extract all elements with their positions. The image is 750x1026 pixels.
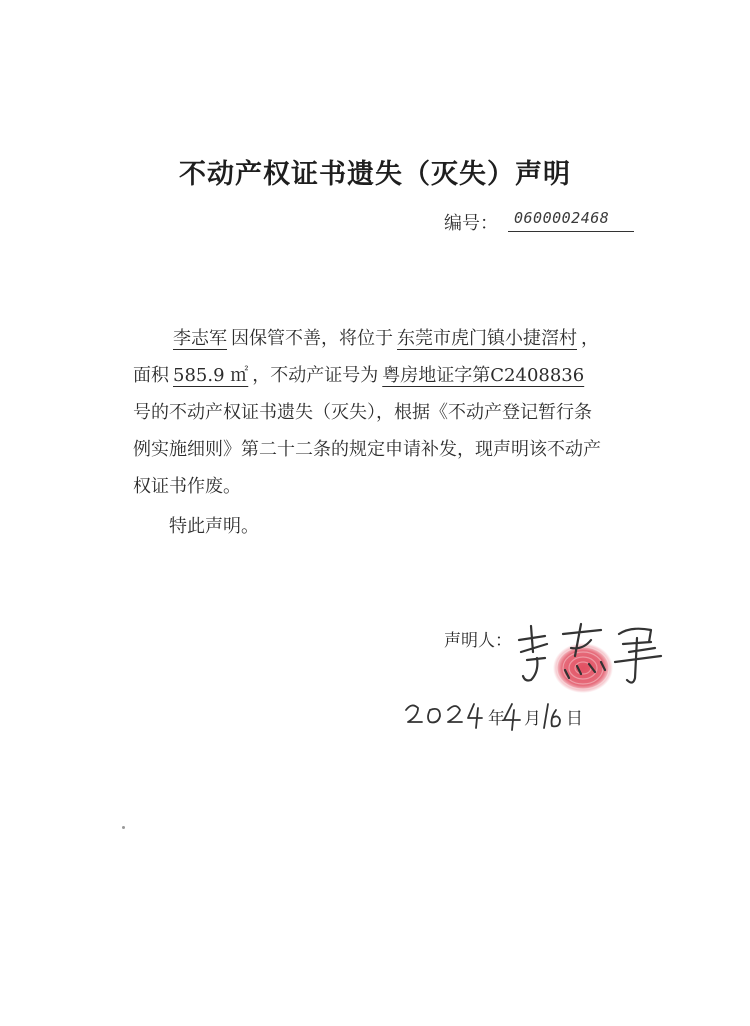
statement-line-2 [133,357,653,394]
statement-line-4: 例实施细则》第二十二条的规定申请补发，现声明该不动产 [133,439,601,460]
statement-text-2: ， [581,328,599,349]
scan-speck [122,826,125,829]
signature-with-fingerprint [505,600,675,700]
statement-line-1 [133,320,653,357]
number-underline [508,231,634,232]
property-address: 东莞市虎门镇小捷滘村 [397,328,577,349]
statement-line-5: 权证书作废。 [133,476,241,497]
closing-text: 特此声明。 [169,516,259,537]
certificate-number: 粤房地证字第C2408836 [382,365,585,386]
page-title: 不动产权证书遗失（灭失）声明 [179,159,571,190]
declarant-name: 李志军 [173,328,227,349]
statement-text-3: 面积 [133,365,169,386]
number-label: 编号： [444,213,498,234]
handwritten-day [544,704,560,728]
number-value: 0600002468 [514,209,610,227]
property-area: 585.9 ㎡ [173,365,249,386]
handwritten-year [406,704,482,728]
statement-body [133,320,653,505]
year-unit: 年 [488,709,505,729]
statement-text-1: 因保管不善，将位于 [231,328,393,349]
statement-text-4: ，不动产证号为 [252,365,379,386]
statement-line-3: 号的不动产权证书遗失（灭失），根据《不动产登记暂行条 [133,402,592,423]
day-unit: 日 [566,709,583,729]
signer-label: 声明人： [444,631,512,651]
handwritten-month [504,704,520,730]
handwritten-date [400,690,630,740]
month-unit: 月 [524,709,541,729]
